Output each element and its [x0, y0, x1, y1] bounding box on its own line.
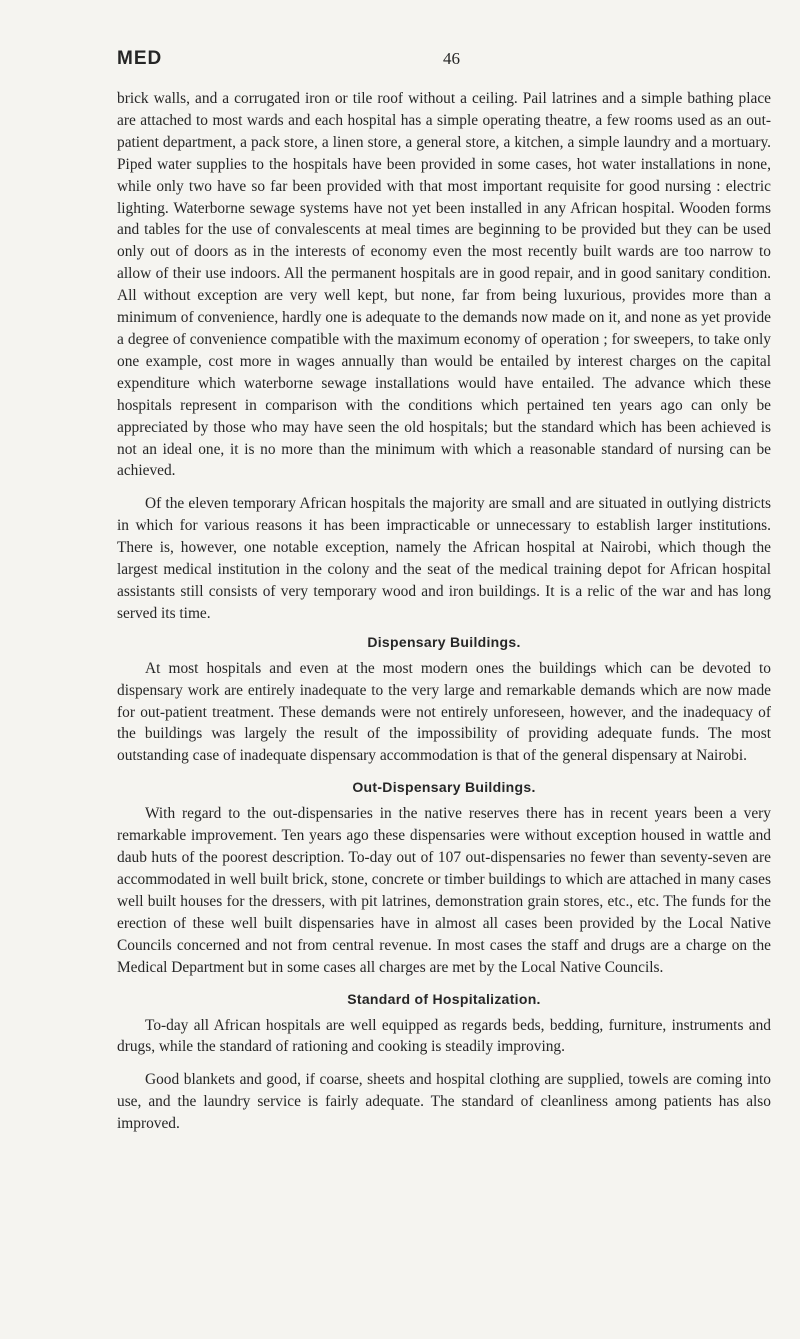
paragraph-temporary-hospitals: Of the eleven temporary African hospitals the majority are small and are situated in outlying districts in which for various reasons it has been impracticable or unnecessary to establish larger institutions. There is, however, one notable exception, namely the African hospital at Nairobi, which though the largest medical institution in the colony and the seat of the medical training depot for African hospital assistants still consists of very temporary wood and iron buildings. It is a relic of the war and has long served its time. [117, 495, 771, 622]
paragraph-dispensary-buildings: At most hospitals and even at the most modern ones the buildings which can be devoted to dispensary work are entirely inadequate to the very large and remarkable demands which are now made for out-patient treatment. These demands were not entirely unforeseen, however, and the inadequacy of the buildings was largely the result of the impossibility of providing adequate funds. The most outstanding case of inadequate dispensary accommodation is that of the general dispensary at Nairobi. [117, 659, 771, 765]
paragraph-hospital-equipment: To-day all African hospitals are well equipped as regards beds, bedding, furniture, instruments and drugs, while the standard of rationing and cooking is steadily improving. [117, 1016, 771, 1056]
section-heading-dispensary-buildings: Dispensary Buildings. [367, 633, 521, 650]
running-head [117, 48, 770, 88]
paragraph-blankets-and-cleanliness: Good blankets and good, if coarse, sheets and hospital clothing are supplied, towels are coming into use, and the laundry service is fairly adequate. The standard of cleanliness among patients has also improved. [117, 1071, 771, 1133]
paragraph-continued: brick walls, and a corrugated iron or tile roof without a ceiling. Pail latrines and a simple bathing place are attached to most wards and each hospital has a simple operating theatre, a few rooms used as an out-patient department, a pack store, a linen store, a general store, a kitchen, a simple laundry and a mortuary. Piped water supplies to the hospitals have been provided in some cases, hot water installations in none, while only two have so far been provided with that most important requisite for good nursing : electric lighting. Waterborne sewage systems have not yet been installed in any African hospital. Wooden forms and tables for the use of convalescents at meal times are beginning to be provided but they can be used only out of doors as in the interests of economy even the most recently built wards are too narrow to allow of their use indoors. All the permanent hospitals are in good repair, and in good sanitary condition. All without exception are very well kept, but none, far from being luxurious, provides more than a minimum of convenience, hardly one is adequate to the demands now made on it, and none as yet provide a degree of convenience compatible with the maximum economy of operation ; for sweepers, to take only one example, cost more in wages annually than would be entailed by interest charges on the capital expenditure which waterborne sewage installations would have entailed. The advance which these hospitals represent in comparison with the conditions which pertained ten years ago can only be appreciated by those who may have seen the old hospitals; but the standard which has been achieved is not an ideal one, it is no more than the minimum with which a reasonable standard of nursing can be achieved. [117, 90, 771, 480]
section-heading-out-dispensary-buildings: Out-Dispensary Buildings. [352, 779, 536, 796]
body-text [117, 88, 771, 1135]
page-number: 46 [443, 49, 460, 68]
paragraph-out-dispensary-buildings: With regard to the out-dispensaries in the native reserves there has in recent years been a very remarkable improvement. Ten years ago these dispensaries were without exception housed in wattle and daub huts of the poorest description. To-day out of 107 out-dispensaries no fewer than seventy-seven are accommodated in well built brick, stone, concrete or timber buildings to which are attached in many cases well built houses for the dressers, with pit latrines, demonstration grain stores, etc., etc. The funds for the erection of these well built dispensaries have in almost all cases been provided by the Local Native Councils concerned and not from central revenue. In most cases the staff and drugs are a charge on the Medical Department but in some cases all charges are met by the Local Native Councils. [117, 805, 771, 976]
running-head-title: MED [117, 48, 163, 69]
section-heading-standard-of-hospitalization: Standard of Hospitalization. [347, 990, 541, 1007]
